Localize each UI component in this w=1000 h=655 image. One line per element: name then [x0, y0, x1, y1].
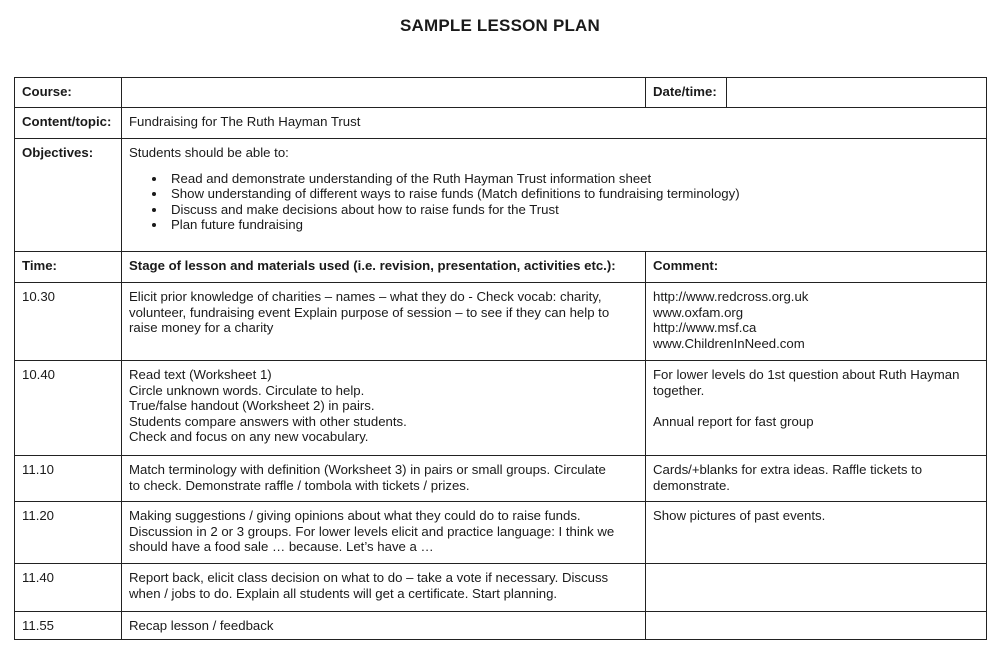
comment-link: http://www.redcross.org.uk — [653, 289, 809, 304]
objectives-list — [129, 171, 979, 233]
comment-link: www.oxfam.org — [653, 304, 744, 320]
objectives-intro: Students should be able to: — [129, 145, 289, 160]
stage-line: Discussion in 2 or 3 groups. For lower levels elicit and practice language: I think we — [129, 523, 615, 539]
datetime-label: Date/time: — [646, 78, 727, 108]
row-comment — [646, 456, 987, 502]
row-stage — [122, 564, 646, 612]
comment-line: Annual report for fast group — [653, 413, 814, 429]
table-row — [15, 456, 987, 502]
stage-line: should have a food sale … because. Let’s have a … — [129, 539, 434, 555]
stage-line: True/false handout (Worksheet 2) in pairs. — [129, 398, 375, 414]
comment-line: together. — [653, 382, 705, 398]
row-comment — [646, 612, 987, 640]
row-stage — [122, 456, 646, 502]
comment-link: http://www.msf.ca — [653, 320, 757, 336]
objective-item: • Read and demonstrate understanding of the Ruth Hayman Trust information sheet — [167, 171, 979, 187]
row-comment — [646, 564, 987, 612]
stage-line: Elicit prior knowledge of charities – names – what they do - Check vocab: charity, — [129, 289, 602, 304]
row-comment — [646, 361, 987, 456]
stage-line: Students compare answers with other students. — [129, 413, 407, 429]
stage-line: Match terminology with definition (Worksheet 3) in pairs or small groups. Circulate — [129, 462, 606, 477]
page-title: SAMPLE LESSON PLAN — [399, 16, 601, 35]
comment-line: demonstrate. — [653, 477, 730, 493]
table-row — [15, 283, 987, 361]
row-time: 10.40 — [15, 361, 122, 456]
stage-line: to check. Demonstrate raffle / tombola with tickets / prizes. — [129, 477, 470, 493]
content-row — [15, 108, 987, 139]
stage-column-header: Stage of lesson and materials used (i.e. revision, presentation, activities etc.): — [122, 252, 646, 283]
table-row — [15, 502, 987, 564]
stage-line: raise money for a charity — [129, 320, 274, 336]
stage-line: Making suggestions / giving opinions about what they could do to raise funds. — [129, 508, 581, 523]
comment-line: Show pictures of past events. — [653, 508, 826, 523]
stage-line: Check and focus on any new vocabulary. — [129, 429, 369, 445]
comment-line: For lower levels do 1st question about Ruth Hayman — [653, 367, 960, 382]
row-time: 11.20 — [15, 502, 122, 564]
course-label: Course: — [15, 78, 122, 108]
row-stage — [122, 502, 646, 564]
comment-link: www.ChildrenInNeed.com — [653, 335, 805, 351]
objective-item: • Plan future fundraising — [167, 217, 979, 233]
row-stage — [122, 612, 646, 640]
row-time: 11.10 — [15, 456, 122, 502]
row-stage — [122, 283, 646, 361]
stage-line: when / jobs to do. Explain all students will get a certificate. Start planning. — [129, 585, 558, 601]
row-time: 11.40 — [15, 564, 122, 612]
comment-line: Cards/+blanks for extra ideas. Raffle tickets to — [653, 462, 923, 477]
time-column-header: Time: — [15, 252, 122, 283]
row-stage — [122, 361, 646, 456]
stage-line: Report back, elicit class decision on what to do – take a vote if necessary. Discuss — [129, 570, 609, 585]
content-value: Fundraising for The Ruth Hayman Trust — [122, 108, 987, 139]
table-row — [15, 361, 987, 456]
row-comment — [646, 283, 987, 361]
row-time: 10.30 — [15, 283, 122, 361]
row-comment — [646, 502, 987, 564]
objective-item: • Discuss and make decisions about how to raise funds for the Trust — [167, 202, 979, 218]
course-row — [15, 78, 987, 108]
lesson-plan-table — [14, 77, 987, 640]
table-row — [15, 564, 987, 612]
stage-line: volunteer, fundraising event Explain purpose of session – to see if they can help to — [129, 304, 610, 320]
row-time: 11.55 — [15, 612, 122, 640]
content-label: Content/topic: — [15, 108, 122, 139]
column-header-row — [15, 252, 987, 283]
datetime-value — [727, 78, 987, 108]
stage-line: Recap lesson / feedback — [129, 618, 274, 633]
course-value — [122, 78, 646, 108]
comment-spacer — [653, 398, 979, 414]
stage-line: Circle unknown words. Circulate to help. — [129, 382, 365, 398]
objectives-row — [15, 139, 987, 252]
stage-line: Read text (Worksheet 1) — [129, 367, 272, 382]
table-row — [15, 612, 987, 640]
objectives-label: Objectives: — [15, 139, 122, 252]
comment-column-header: Comment: — [646, 252, 987, 283]
objective-item: • Show understanding of different ways to raise funds (Match definitions to fundraising terminology) — [167, 186, 979, 202]
objectives-cell — [122, 139, 987, 252]
